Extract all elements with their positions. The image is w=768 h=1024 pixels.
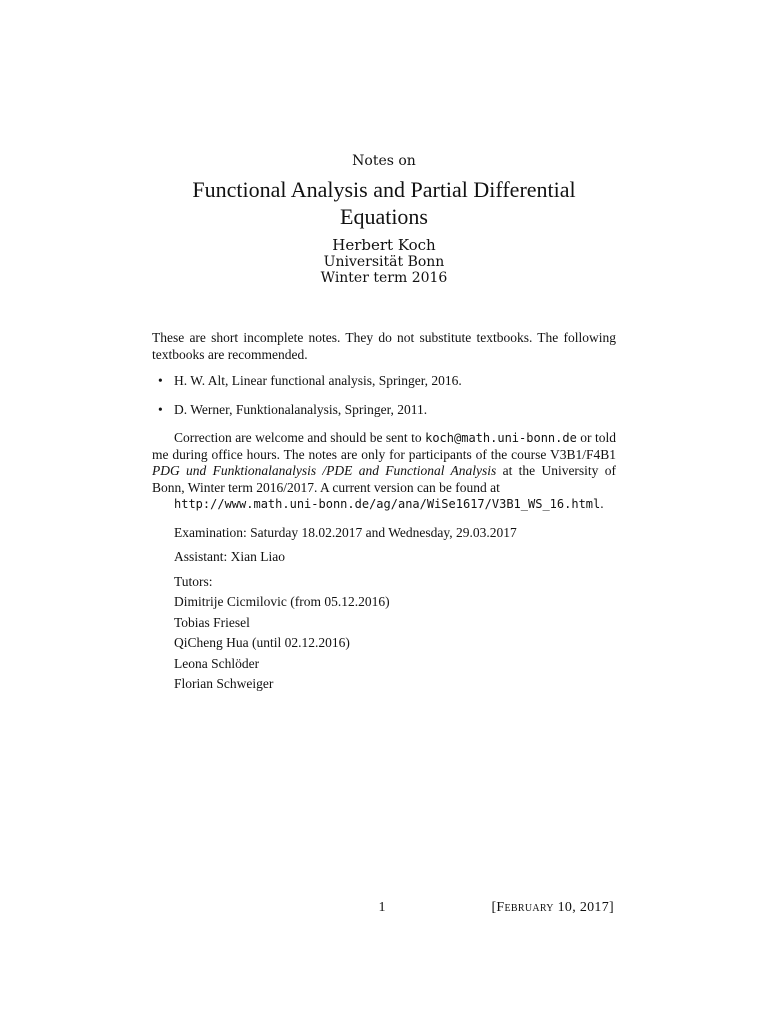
assistant-name: Assistant: Xian Liao [174,549,285,564]
course-info [152,525,616,693]
bullet-icon: • [158,401,163,417]
list-item: Tobias Friesel [174,614,250,630]
tutors-list [174,574,616,693]
corrections-text: at the University of Bonn, Winter term 2016/2017. A current version can be found at [152,463,616,495]
author-affiliation: Universität Bonn [323,254,445,270]
course-title: PDG und Funktionalanalysis /PDE and Functional Analysis [152,463,497,478]
list-item: Florian Schweiger [174,676,274,691]
textbook-entry: D. Werner, Funktionalanalysis, Springer, 2011. [174,401,428,417]
author-name: Herbert Koch [332,236,436,254]
url-line [152,496,616,513]
notes-url-link[interactable]: http://www.math.uni-bonn.de/ag/ana/WiSe1617/V3B1_WS_16.html [174,497,601,511]
term-label: Winter term 2016 [320,270,448,286]
bullet-icon: • [158,373,163,388]
document-title: Functional Analysis and Partial Differential Equations [192,177,576,229]
corrections-text: or told me during office hours. The notes are only for participants of the course V3B1/F4B1 [152,430,616,462]
email-link[interactable]: koch@math.uni-bonn.de [425,431,577,445]
page-number: 1 [378,900,386,915]
list-item: QiCheng Hua (until 02.12.2016) [174,635,350,650]
notes-on-label: Notes on [352,153,416,169]
document-body [152,330,616,697]
intro-paragraph: These are short incomplete notes. They do not substitute textbooks. The following textbooks are recommended. [152,330,616,362]
list-item: Leona Schlöder [174,655,260,671]
corrections-paragraph [152,430,616,496]
textbook-list [152,373,616,418]
textbook-entry: H. W. Alt, Linear functional analysis, Springer, 2016. [174,373,462,388]
examination-dates: Examination: Saturday 18.02.2017 and Wednesday, 29.03.2017 [174,524,517,540]
tutors-label: Tutors: [174,573,213,589]
list-item [152,373,616,390]
footer-date: [February 10, 2017] [491,900,614,915]
corrections-text: Correction are welcome and should be sent to [174,430,426,445]
title-block [152,152,616,286]
url-period: . [600,496,604,511]
list-item [152,402,616,419]
list-item: Dimitrije Cicmilovic (from 05.12.2016) [174,594,390,609]
